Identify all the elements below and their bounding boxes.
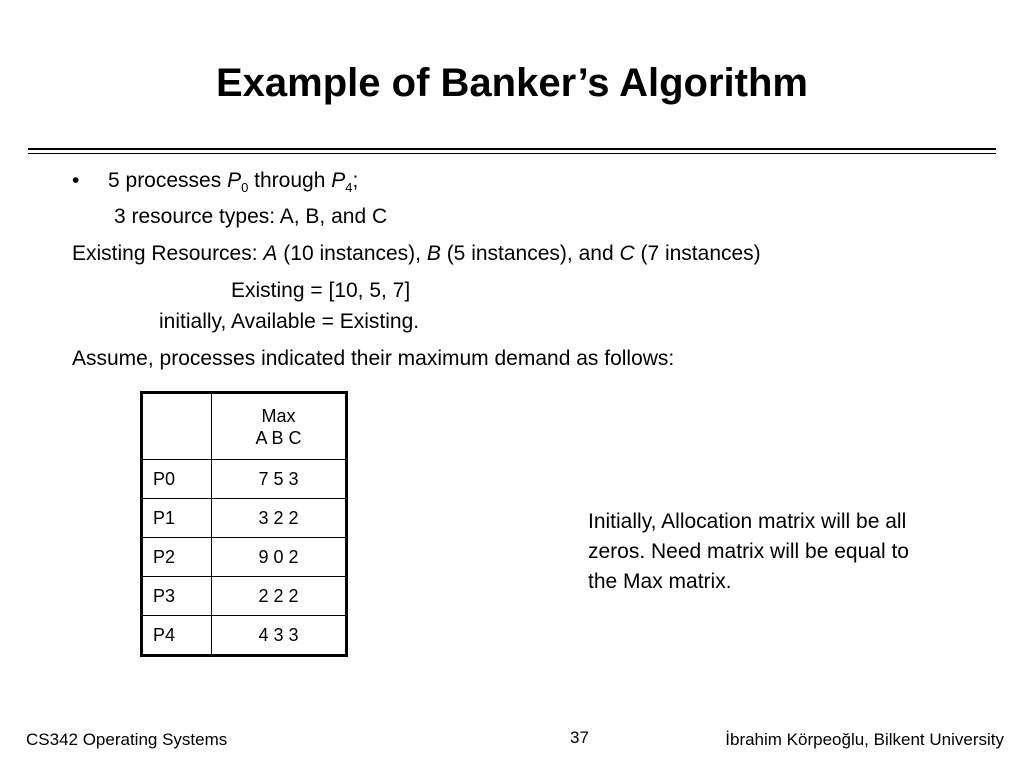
bullet-marker: • [72, 169, 80, 192]
table-row [142, 577, 347, 616]
table-row [142, 499, 347, 538]
max-header-cell: Max A B C [212, 393, 347, 460]
table-header-row [142, 393, 347, 460]
process-label: P4 [142, 616, 212, 656]
footer-page-number: 37 [570, 728, 589, 747]
table-row [142, 538, 347, 577]
resource-types-line: 3 resource types: A, B, and C [114, 205, 388, 228]
footer-author: İbrahim Körpeoğlu, Bilkent University [725, 730, 1004, 749]
process-label: P2 [142, 538, 212, 577]
allocation-note: Initially, Allocation matrix will be all zeros. Need matrix will be equal to the Max matrix. [588, 510, 909, 593]
footer-course: CS342 Operating Systems [26, 730, 228, 749]
max-values: 4 3 3 [212, 616, 347, 656]
max-values: 3 2 2 [212, 499, 347, 538]
max-values: 9 0 2 [212, 538, 347, 577]
slide-title: Example of Banker’s Algorithm [216, 61, 808, 105]
title-divider [28, 148, 996, 150]
max-values: 2 2 2 [212, 577, 347, 616]
available-line: initially, Available = Existing. [159, 310, 420, 333]
assume-line: Assume, processes indicated their maximum demand as follows: [72, 347, 675, 370]
table-row [142, 616, 347, 656]
process-label: P0 [142, 460, 212, 499]
title-divider-thin [28, 153, 996, 154]
existing-resources-line: Existing Resources: A (10 instances), B (5 instances), and C (7 instances) [72, 242, 761, 265]
process-label: P1 [142, 499, 212, 538]
process-label: P3 [142, 577, 212, 616]
existing-vector-line: Existing = [10, 5, 7] [231, 279, 411, 302]
processes-line: 5 processes $P_0$ through $P_4$; [108, 169, 359, 195]
max-demand-table [140, 391, 348, 657]
table-corner-cell [142, 393, 212, 460]
table-row [142, 460, 347, 499]
max-values: 7 5 3 [212, 460, 347, 499]
